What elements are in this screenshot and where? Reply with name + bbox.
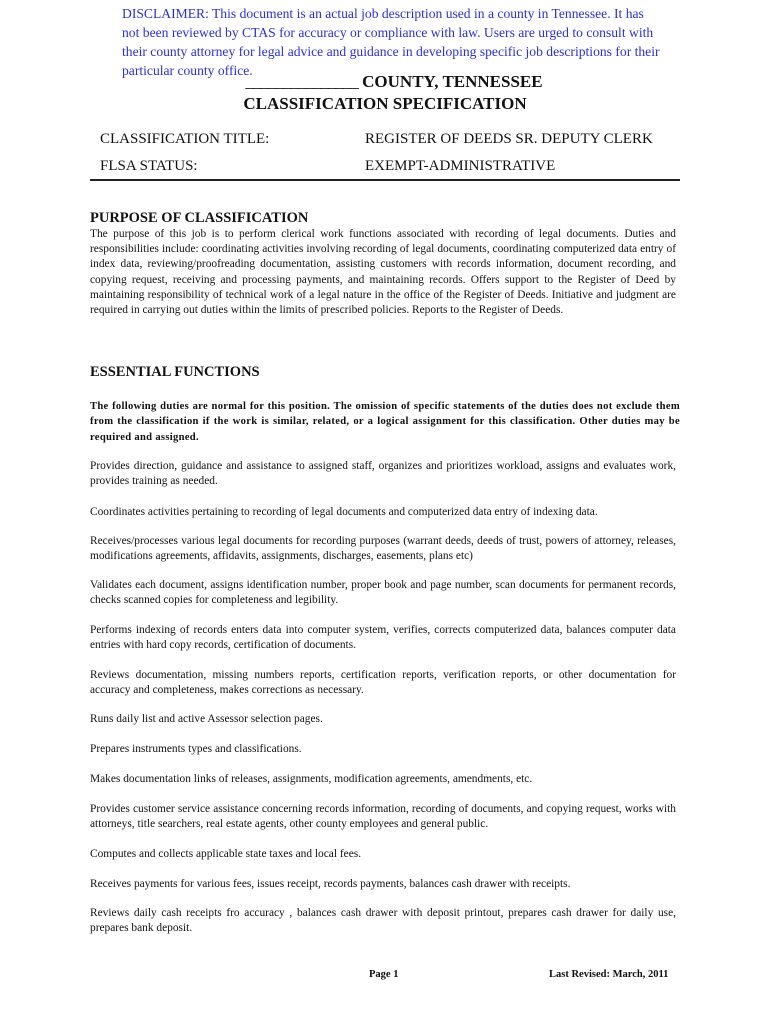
purpose-text: The purpose of this job is to perform clerical work functions associated with recording of legal documents. Duties and responsibilities include: coordinating activities involving recording of legal documents, coordinating computerized data entry of index data, reviewing/proofreading documentation, assisting customers with records information, document recording, and copying request, receiving and processing payments, and maintaining records. Offers support to the Register of Deed by maintaining responsibility of technical work of a legal nature in the office of the Register of Deeds. Initiative and judgment are required in carrying out duties within the limits of prescribed policies. Reports to the Register of Deeds. [90,228,676,317]
county-name-blank: _______________ [245,72,358,91]
duty-item: Prepares instruments types and classifications. [90,743,302,755]
essential-functions-heading: ESSENTIAL FUNCTIONS [90,364,260,380]
county-state-label: COUNTY, TENNESSEE [357,72,543,91]
disclaimer-text: DISCLAIMER: This document is an actual job description used in a county in Tennessee. It has not been reviewed by CTAS for accuracy or compliance with law. Users are urged to consult with their county attorney for legal advice and guidance in developing specific job descriptions for their particular county office. [122,6,660,78]
duty-item: Runs daily list and active Assessor selection pages. [90,713,323,725]
classification-specification-title: CLASSIFICATION SPECIFICATION [243,94,527,113]
duty-item: Computes and collects applicable state taxes and local fees. [90,848,362,860]
duty-item: Reviews documentation, missing numbers reports, certification reports, verification reports, or other documentation for accuracy and completeness, makes corrections as necessary. [90,669,676,697]
duty-item: Provides direction, guidance and assistance to assigned staff, organizes and prioritizes workload, assigns and evaluates work, provides training as needed. [90,460,676,488]
classification-title-label: CLASSIFICATION TITLE: [100,131,270,147]
duty-item: Coordinates activities pertaining to recording of legal documents and computerized data entry of indexing data. [90,506,598,518]
duty-item: Performs indexing of records enters data into computer system, verifies, corrects computerized data, balances computer data entries with hard copy records, certification of documents. [90,624,676,652]
duty-item: Reviews daily cash receipts fro accuracy , balances cash drawer with deposit printout, prepares cash drawer for daily use, prepares bank deposit. [90,907,676,935]
duty-item: Provides customer service assistance concerning records information, recording of documents, and copying request, works with attorneys, title searchers, real estate agents, other county employees and general public. [90,803,676,831]
essential-functions-note: The following duties are normal for this position. The omission of specific statements of the duties does not exclude them from the classification if the work is similar, related, or a logical assignment for this classification. Other duties may be required and assigned. [90,401,680,443]
county-title [0,71,770,93]
flsa-status-value: EXEMPT-ADMINISTRATIVE [365,158,556,174]
purpose-heading: PURPOSE OF CLASSIFICATION [90,210,309,226]
duty-item: Receives payments for various fees, issues receipt, records payments, balances cash drawer with receipts. [90,878,571,890]
last-revised-date: Last Revised: March, 2011 [549,969,669,980]
duty-item: Makes documentation links of releases, assignments, modification agreements, amendments, etc. [90,773,533,785]
duty-item: Receives/processes various legal documents for recording purposes (warrant deeds, deeds of trust, powers of attorney, releases, modifications agreements, affidavits, assignments, discharges, easements, plans etc) [90,535,676,563]
duty-item: Validates each document, assigns identification number, proper book and page number, scan documents for permanent records, checks scanned copies for completeness and legibility. [90,579,676,607]
header-divider [90,179,680,181]
flsa-status-label: FLSA STATUS: [100,158,198,174]
page-number: Page 1 [369,969,399,980]
classification-title-value: REGISTER OF DEEDS SR. DEPUTY CLERK [365,131,653,147]
